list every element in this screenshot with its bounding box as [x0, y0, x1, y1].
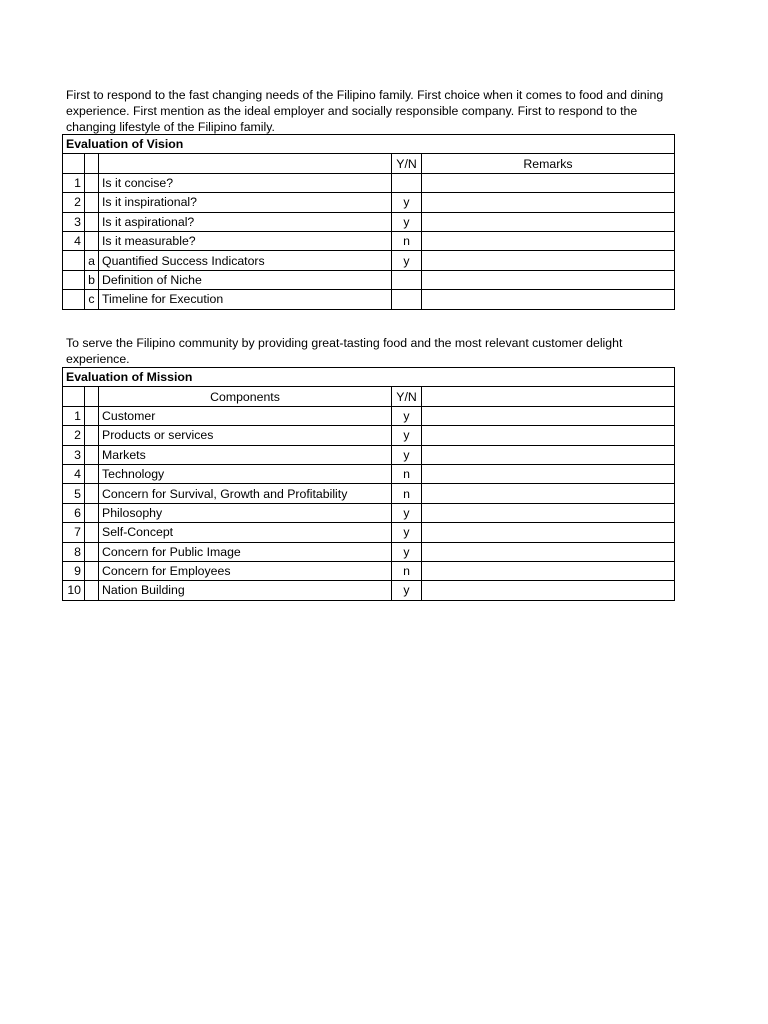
yn-cell: y — [392, 523, 422, 542]
criterion-cell: Quantified Success Indicators — [99, 251, 392, 270]
mission-table-title: Evaluation of Mission — [63, 368, 675, 387]
mission-row — [63, 406, 675, 425]
vision-row — [63, 212, 675, 231]
yn-cell: y — [392, 445, 422, 464]
row-sub-letter — [85, 231, 99, 250]
criterion-cell: Is it concise? — [99, 173, 392, 192]
row-sub-letter: a — [85, 251, 99, 270]
row-sub-letter — [85, 193, 99, 212]
criterion-cell: Is it inspirational? — [99, 193, 392, 212]
row-number: 3 — [63, 212, 85, 231]
component-cell: Concern for Employees — [99, 561, 392, 580]
remarks-cell — [422, 270, 675, 289]
component-cell: Concern for Public Image — [99, 542, 392, 561]
row-number: 3 — [63, 445, 85, 464]
yn-cell: n — [392, 464, 422, 483]
mission-yn-header: Y/N — [392, 387, 422, 406]
remarks-cell — [422, 251, 675, 270]
row-sub-blank — [85, 503, 99, 522]
vision-row — [63, 251, 675, 270]
remarks-cell — [422, 426, 675, 445]
row-number — [63, 290, 85, 309]
vision-yn-header: Y/N — [392, 154, 422, 173]
remarks-cell — [422, 212, 675, 231]
row-number — [63, 251, 85, 270]
yn-cell: y — [392, 251, 422, 270]
yn-cell — [392, 270, 422, 289]
remarks-cell — [422, 406, 675, 425]
remarks-cell — [422, 484, 675, 503]
mission-row — [63, 523, 675, 542]
row-number: 1 — [63, 406, 85, 425]
row-sub-blank — [85, 445, 99, 464]
mission-title-row — [63, 368, 675, 387]
remarks-cell — [422, 445, 675, 464]
component-cell: Philosophy — [99, 503, 392, 522]
vision-remarks-header: Remarks — [422, 154, 675, 173]
vision-header-row — [63, 154, 675, 173]
header-blank-remarks — [422, 387, 675, 406]
mission-row — [63, 503, 675, 522]
row-sub-blank — [85, 542, 99, 561]
remarks-cell — [422, 581, 675, 600]
row-number: 6 — [63, 503, 85, 522]
row-number: 7 — [63, 523, 85, 542]
row-sub-letter: b — [85, 270, 99, 289]
criterion-cell: Is it aspirational? — [99, 212, 392, 231]
criterion-cell: Definition of Niche — [99, 270, 392, 289]
remarks-cell — [422, 173, 675, 192]
mission-row — [63, 542, 675, 561]
remarks-cell — [422, 193, 675, 212]
header-blank-criterion — [99, 154, 392, 173]
vision-row — [63, 193, 675, 212]
row-sub-letter: c — [85, 290, 99, 309]
vision-row — [63, 290, 675, 309]
row-sub-blank — [85, 561, 99, 580]
row-number: 5 — [63, 484, 85, 503]
component-cell: Concern for Survival, Growth and Profitability — [99, 484, 392, 503]
component-cell: Products or services — [99, 426, 392, 445]
vision-row — [63, 270, 675, 289]
vision-statement: First to respond to the fast changing needs of the Filipino family. First choice when it comes to food and dining experience. First mention as the ideal employer and socially responsible company. First to respond to the changing lifestyle of the Filipino family. — [66, 88, 664, 134]
yn-cell: y — [392, 212, 422, 231]
yn-cell: y — [392, 193, 422, 212]
remarks-cell — [422, 561, 675, 580]
row-sub-blank — [85, 406, 99, 425]
row-sub-blank — [85, 523, 99, 542]
header-blank-num — [63, 154, 85, 173]
yn-cell: n — [392, 561, 422, 580]
mission-row — [63, 581, 675, 600]
row-number — [63, 270, 85, 289]
mission-components-header: Components — [99, 387, 392, 406]
row-sub-blank — [85, 581, 99, 600]
mission-row — [63, 561, 675, 580]
yn-cell — [392, 173, 422, 192]
yn-cell: y — [392, 406, 422, 425]
criterion-cell: Is it measurable? — [99, 231, 392, 250]
mission-evaluation-table — [62, 367, 675, 601]
header-blank-sub — [85, 387, 99, 406]
row-sub-letter — [85, 212, 99, 231]
row-number: 2 — [63, 426, 85, 445]
row-number: 10 — [63, 581, 85, 600]
row-sub-blank — [85, 426, 99, 445]
yn-cell: y — [392, 581, 422, 600]
vision-row — [63, 231, 675, 250]
yn-cell: n — [392, 484, 422, 503]
row-number: 4 — [63, 464, 85, 483]
mission-header-row — [63, 387, 675, 406]
remarks-cell — [422, 464, 675, 483]
row-number: 1 — [63, 173, 85, 192]
row-sub-letter — [85, 173, 99, 192]
component-cell: Customer — [99, 406, 392, 425]
remarks-cell — [422, 231, 675, 250]
yn-cell: y — [392, 542, 422, 561]
mission-row — [63, 484, 675, 503]
yn-cell: y — [392, 503, 422, 522]
vision-evaluation-table — [62, 134, 675, 310]
mission-row — [63, 464, 675, 483]
header-blank-sub — [85, 154, 99, 173]
row-number: 2 — [63, 193, 85, 212]
mission-row — [63, 426, 675, 445]
component-cell: Technology — [99, 464, 392, 483]
vision-title-row — [63, 135, 675, 154]
remarks-cell — [422, 523, 675, 542]
header-blank-num — [63, 387, 85, 406]
component-cell: Self-Concept — [99, 523, 392, 542]
row-number: 4 — [63, 231, 85, 250]
mission-statement: To serve the Filipino community by providing great-tasting food and the most relevant customer delight experience. — [66, 336, 623, 366]
row-number: 8 — [63, 542, 85, 561]
component-cell: Nation Building — [99, 581, 392, 600]
remarks-cell — [422, 290, 675, 309]
vision-row — [63, 173, 675, 192]
yn-cell: y — [392, 426, 422, 445]
mission-row — [63, 445, 675, 464]
criterion-cell: Timeline for Execution — [99, 290, 392, 309]
remarks-cell — [422, 542, 675, 561]
yn-cell: n — [392, 231, 422, 250]
component-cell: Markets — [99, 445, 392, 464]
vision-table-title: Evaluation of Vision — [63, 135, 675, 154]
row-number: 9 — [63, 561, 85, 580]
yn-cell — [392, 290, 422, 309]
row-sub-blank — [85, 464, 99, 483]
row-sub-blank — [85, 484, 99, 503]
remarks-cell — [422, 503, 675, 522]
